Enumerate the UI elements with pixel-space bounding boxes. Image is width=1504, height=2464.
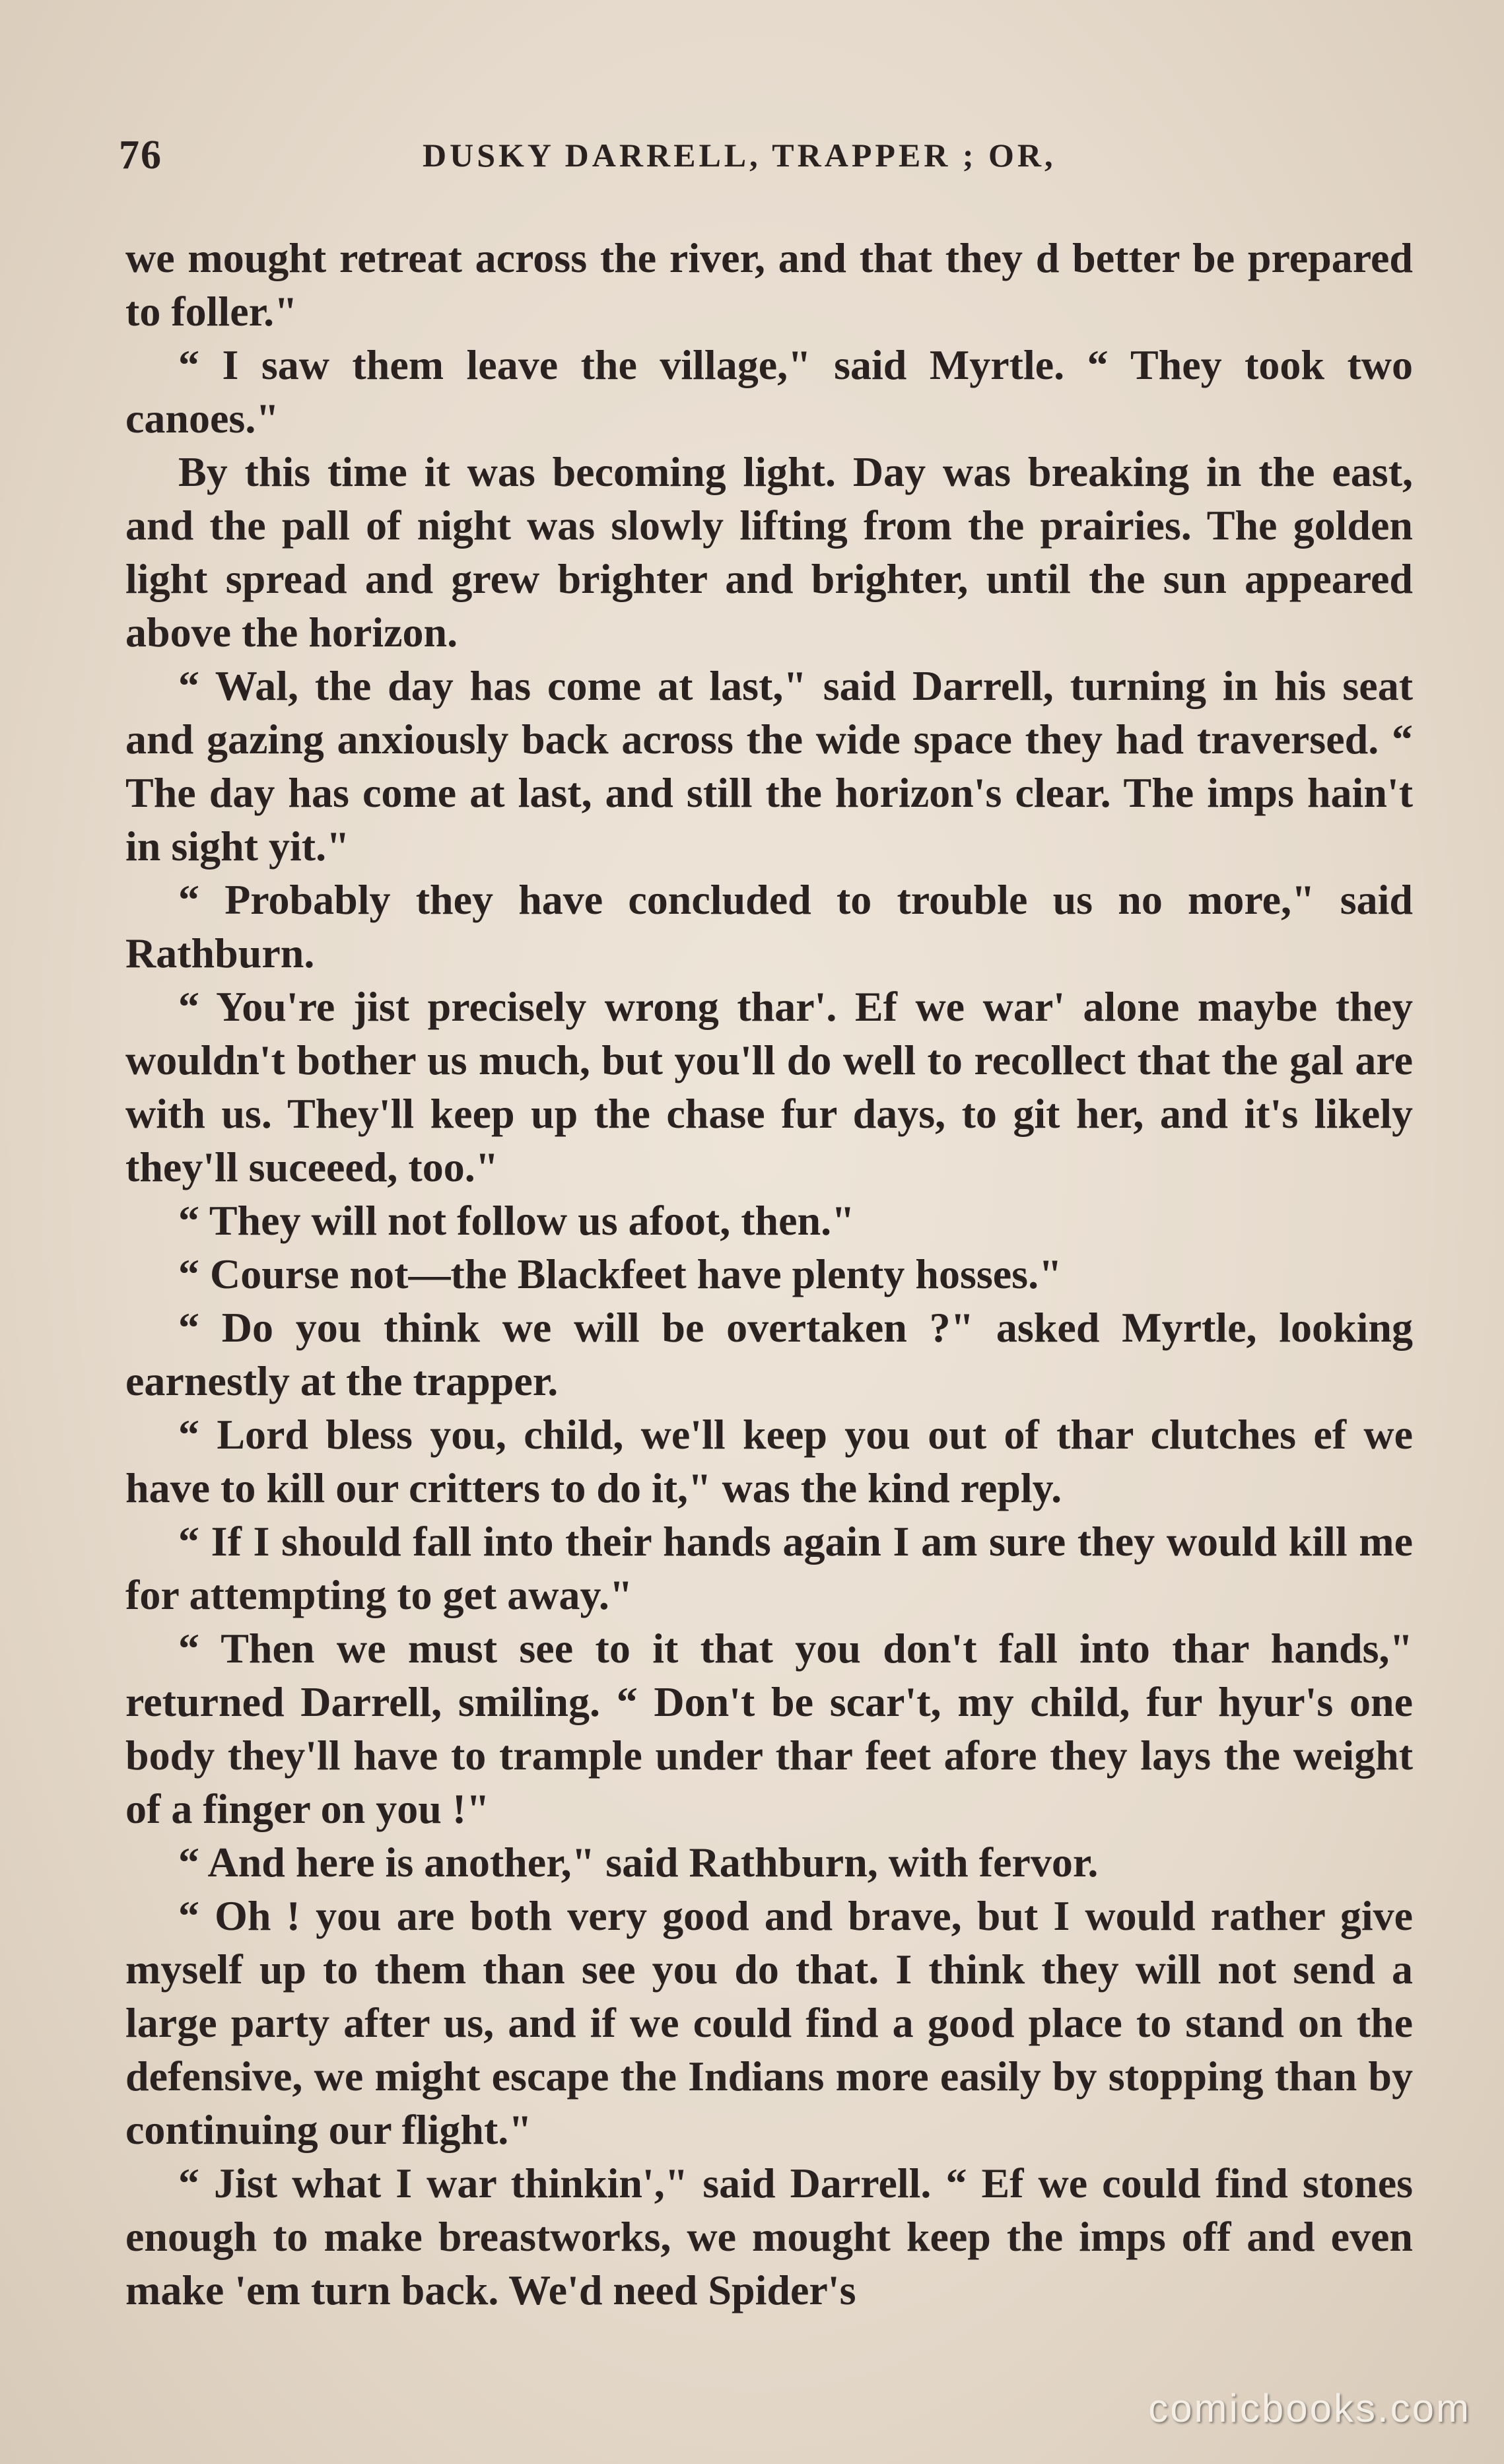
paragraph: “ Probably they have concluded to trouble us no more," said Rathburn. [125, 876, 1413, 976]
paragraph: “ Then we must see to it that you don't fall into thar hands," returned Darrell, smiling. “ Don't be scar't, my child, fur hyur's one body they'll have to trample under thar feet afore they lays the weight of a finger on you !" [125, 1625, 1413, 1832]
paragraph: “ They will not follow us afoot, then." [178, 1197, 855, 1244]
paragraph: “ If I should fall into their hands again I am sure they would kill me for attempting to get away." [125, 1518, 1413, 1618]
paragraph: “ Lord bless you, child, we'll keep you out of thar clutches ef we have to kill our critters to do it," was the kind reply. [125, 1411, 1413, 1511]
paragraph: “ Wal, the day has come at last," said Darrell, turning in his seat and gazing anxiously back across the wide space they had traversed. “ The day has come at last, and still the horizon's clear. The imps hain't in sight yit." [125, 662, 1413, 870]
paragraph: “ And here is another," said Rathburn, with fervor. [178, 1839, 1099, 1886]
paragraph: “ Oh ! you are both very good and brave, but I would rather give myself up to them than see you do that. I think they will not send a large party after us, and if we could find a good place to stand on the defensive, we might escape the Indians more easily by stopping than by continuing our flight." [125, 1892, 1413, 2153]
page-header [119, 132, 1413, 185]
paragraph: “ You're jist precisely wrong thar'. Ef we war' alone maybe they wouldn't bother us much, but you'll do well to recollect that the gal are with us. They'll keep up the chase fur days, to git her, and it's likely they'll suceeed, too." [125, 983, 1413, 1190]
paragraph: “ I saw them leave the village," said Myrtle. “ They took two canoes." [125, 341, 1413, 442]
running-head: DUSKY DARRELL, TRAPPER ; OR, [423, 137, 1056, 174]
body-text [125, 231, 1413, 2317]
paragraph: “ Do you think we will be overtaken ?" asked Myrtle, looking earnestly at the trapper. [125, 1304, 1413, 1404]
page-number: 76 [119, 133, 162, 178]
paragraph: we mought retreat across the river, and that they d better be prepared to foller." [125, 234, 1413, 335]
paragraph: By this time it was becoming light. Day was breaking in the east, and the pall of night was slowly lifting from the prairies. The golden light spread and grew brighter and brighter, until the sun appeared above the horizon. [125, 448, 1413, 656]
paragraph: “ Jist what I war thinkin'," said Darrell. “ Ef we could find stones enough to make breastworks, we mought keep the imps off and even make 'em turn back. We'd need Spider's [125, 2160, 1413, 2313]
paragraph: “ Course not—the Blackfeet have plenty hosses." [178, 1250, 1062, 1297]
watermark: comicbooks.com [1148, 2386, 1471, 2430]
